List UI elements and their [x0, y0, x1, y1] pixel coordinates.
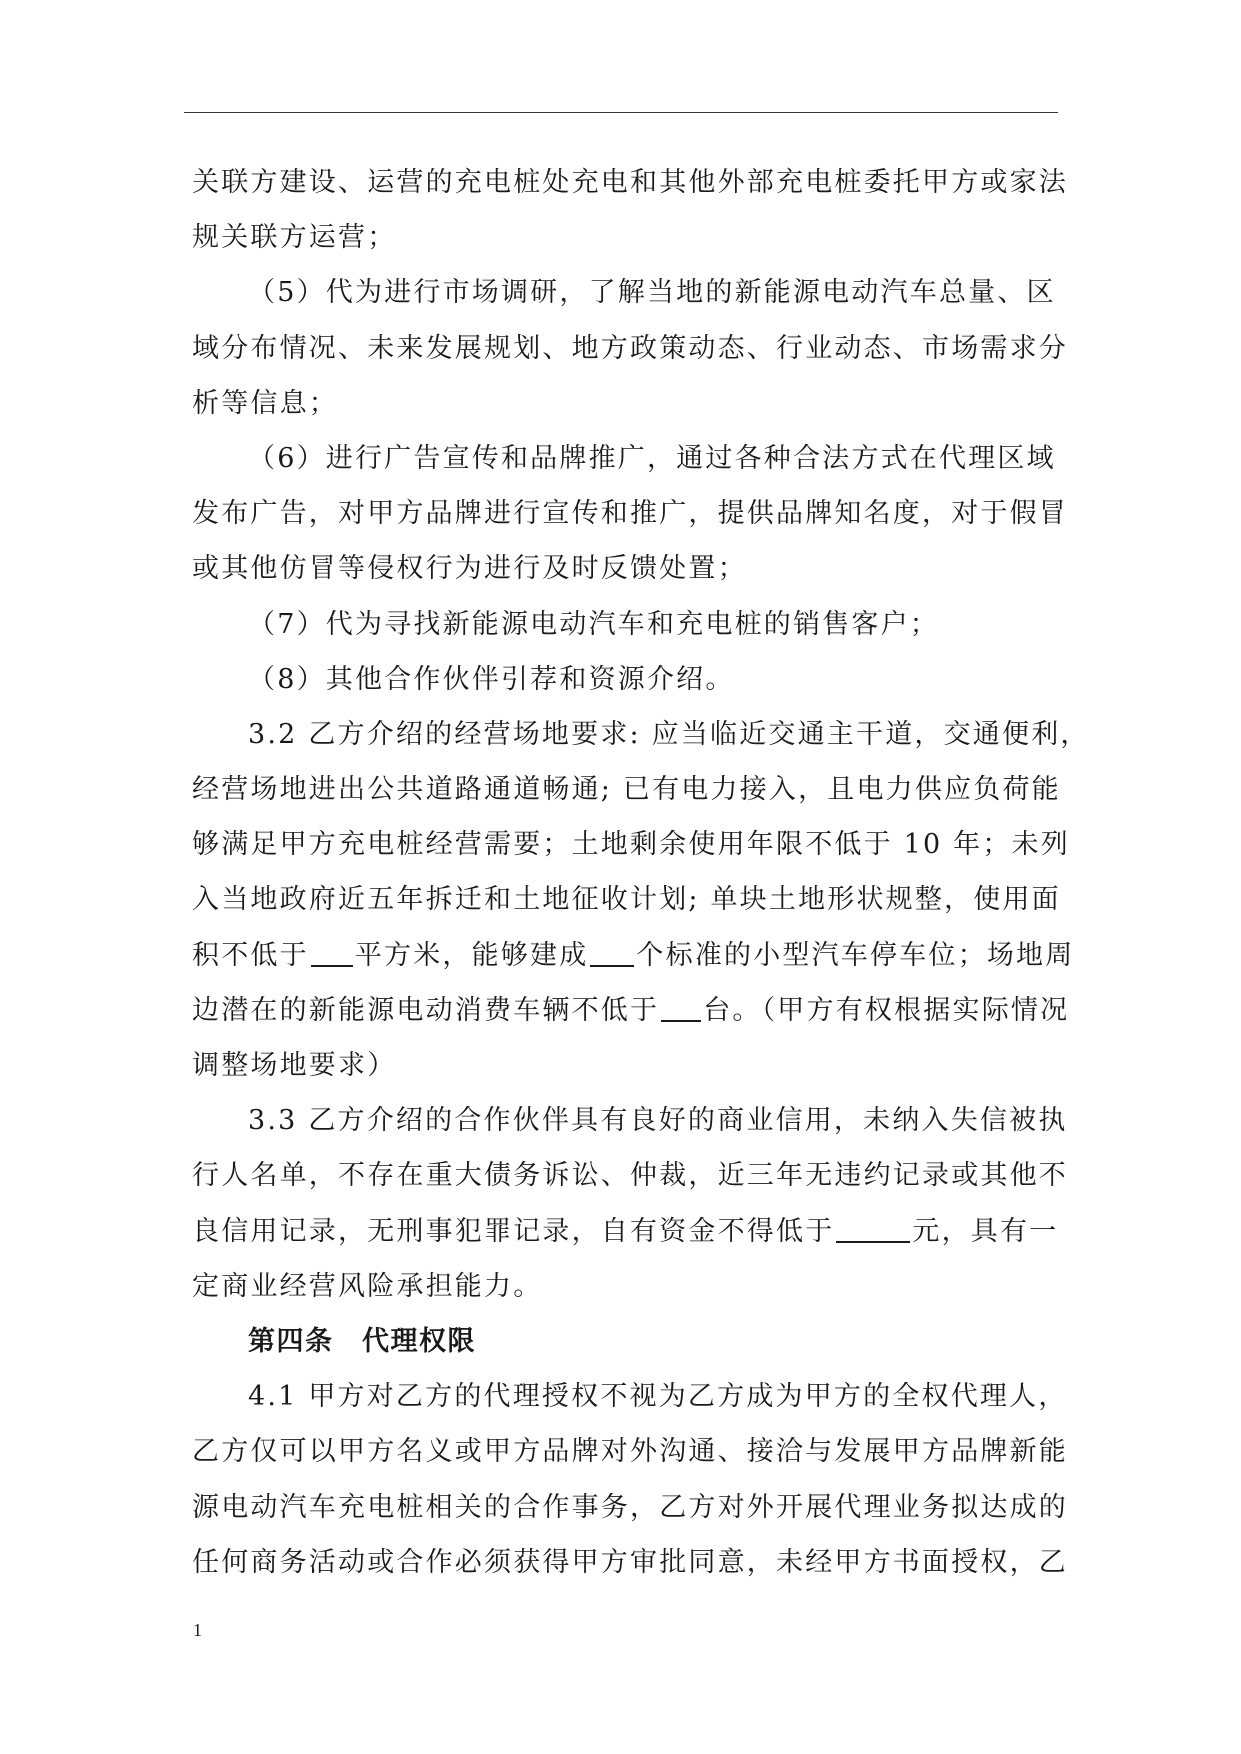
- clause-8: （8）其他合作伙伴引荐和资源介绍。: [248, 663, 735, 695]
- text-segment: 台。（甲方有权根据实际情况: [703, 994, 1070, 1026]
- clause-5: （5）代为进行市场调研，了解当地的新能源电动汽车总量、区: [248, 277, 1056, 309]
- text-line: 经营场地进出公共道路通道畅通; 已有电力接入，且电力供应负荷能: [192, 774, 1061, 806]
- text-line-with-blanks: [192, 983, 1070, 1038]
- clause-6: （6）进行广告宣传和品牌推广，通过各种合法方式在代理区域: [248, 442, 1056, 474]
- clause-3-2: 3.2 乙方介绍的经营场地要求: 应当临近交通主干道，交通便利，: [248, 718, 1090, 750]
- text-line: 或其他仿冒等侵权行为进行及时反馈处置；: [192, 553, 747, 585]
- text-line: 关联方建设、运营的充电桩处充电和其他外部充电桩委托甲方或家法: [192, 167, 1068, 198]
- fill-in-blank-parking[interactable]: [590, 939, 634, 967]
- article-4-heading: 第四条 代理权限: [248, 1325, 476, 1357]
- text-line: 入当地政府近五年拆迁和土地征收计划; 单块土地形状规整，使用面: [192, 884, 1061, 916]
- text-line: 域分布情况、未来发展规划、地方政策动态、行业动态、市场需求分: [192, 332, 1068, 364]
- fill-in-blank-area[interactable]: [311, 939, 353, 967]
- text-line: 源电动汽车充电桩相关的合作事务，乙方对外开展代理业务拟达成的: [192, 1491, 1068, 1523]
- header-rule: [184, 112, 1058, 113]
- text-segment: 积不低于: [192, 939, 309, 971]
- clause-3-3: 3.3 乙方介绍的合作伙伴具有良好的商业信用，未纳入失信被执: [248, 1105, 1068, 1137]
- text-line: 调整场地要求）: [192, 1050, 397, 1081]
- text-line: 定商业经营风险承担能力。: [192, 1270, 543, 1302]
- text-segment: 良信用记录，无刑事犯罪记录，自有资金不得低于: [192, 1215, 835, 1247]
- clause-7: （7）代为寻找新能源电动汽车和充电桩的销售客户；: [248, 608, 939, 640]
- document-body: [192, 155, 1090, 1590]
- text-line-with-blanks: [192, 1204, 1059, 1259]
- text-line: 够满足甲方充电桩经营需要；土地剩余使用年限不低于 10 年；未列: [192, 829, 1070, 861]
- text-line: 析等信息；: [192, 387, 338, 419]
- text-segment: 个标准的小型汽车停车位；场地周: [636, 939, 1075, 971]
- clause-4-1: 4.1 甲方对乙方的代理授权不视为乙方成为甲方的全权代理人，: [248, 1381, 1068, 1413]
- fill-in-blank-vehicles[interactable]: [661, 994, 701, 1022]
- fill-in-blank-capital[interactable]: [836, 1215, 910, 1243]
- page-number: 1: [193, 1620, 202, 1640]
- text-segment: 元，具有一: [912, 1215, 1059, 1247]
- text-line-with-blanks: [192, 928, 1075, 983]
- text-segment: 平方米，能够建成: [354, 939, 589, 971]
- text-line: 发布广告，对甲方品牌进行宣传和推广，提供品牌知名度，对于假冒: [192, 498, 1068, 530]
- text-line: 行人名单，不存在重大债务诉讼、仲裁，近三年无违约记录或其他不: [192, 1160, 1068, 1192]
- text-line: 规关联方运营；: [192, 222, 397, 254]
- text-segment: 边潜在的新能源电动消费车辆不低于: [192, 994, 660, 1026]
- text-line: 任何商务活动或合作必须获得甲方审批同意，未经甲方书面授权，乙: [192, 1546, 1068, 1578]
- text-line: 乙方仅可以甲方名义或甲方品牌对外沟通、接洽与发展甲方品牌新能: [192, 1436, 1068, 1468]
